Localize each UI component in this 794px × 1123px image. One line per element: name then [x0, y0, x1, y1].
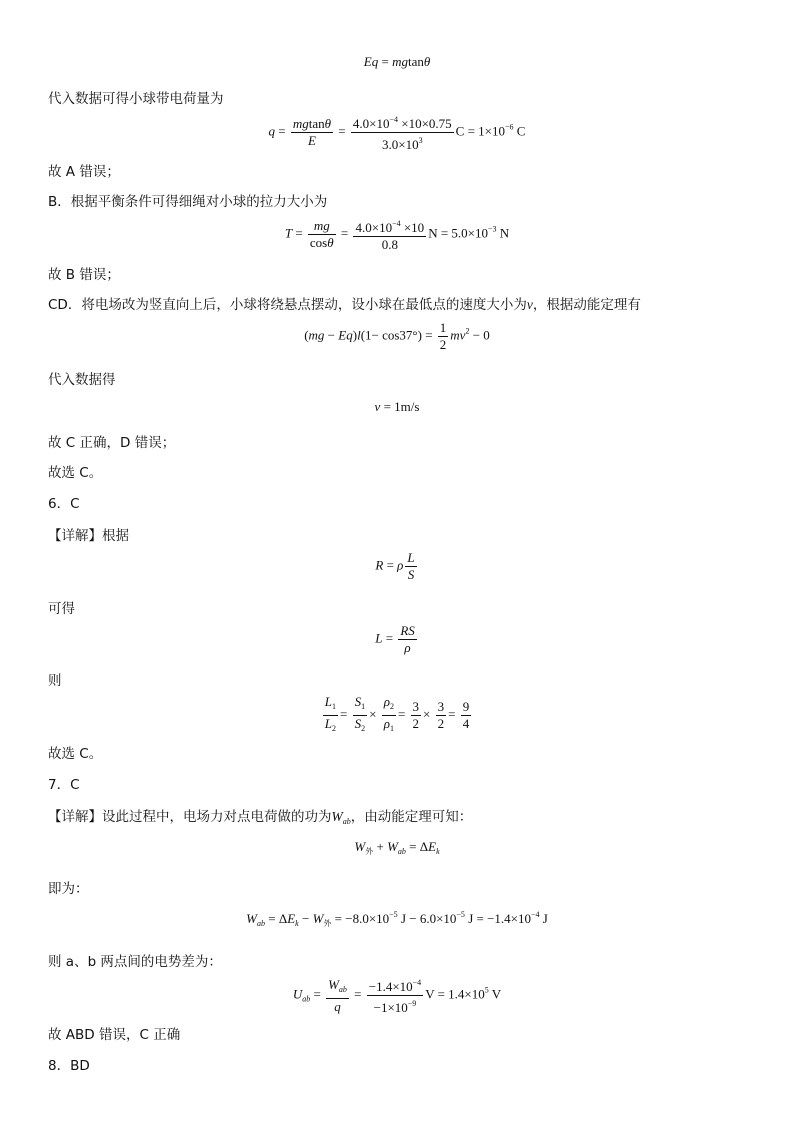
- text-line: 即为：: [48, 881, 89, 897]
- text-segment: ，根据动能定理有: [532, 297, 641, 313]
- text-line: 故选 C。: [48, 465, 103, 481]
- equation-eq-mgtan: Eq = mgtanθ: [363, 54, 431, 69]
- equation-tension: T = $\frac{mg}{\cos\theta}$ = $\frac{4.0\times 10^{-4} \times 10}{0.8}$ $N = 5.0\times 10^{-3}$ N: [284, 218, 510, 252]
- equation-charge: q = $\frac{mgtan\theta}{E}$ = $\frac{4.0\times 10^{-4} \times 10\times 0.75}{3.0\times 10^3}$ $C = 1\times 10^{-6}$ C: [0, 112, 794, 153]
- equation-work-energy: $W_外 + W_{ab} = \Delta E_k$: [354, 839, 440, 856]
- text-line: 【详解】根据: [48, 528, 129, 544]
- text-line: 故 ABD 错误，C 正确: [48, 1027, 181, 1043]
- text-line: 故 C 正确，D 错误；: [48, 435, 176, 451]
- text-line: [48, 805, 472, 826]
- equation-energy: (mg − Eq)l(1− cos37°) = $\frac{1}{2}$ $mv^2 - 0$: [304, 320, 490, 352]
- question-number: 6．C: [48, 496, 80, 512]
- text-line: 故 B 错误；: [48, 267, 120, 283]
- text-segment: 【详解】设此过程中，电场力对点电荷做的功为: [48, 809, 332, 825]
- variable-v: v: [526, 297, 533, 312]
- equation-work-value: $W_{ab} = \Delta E_k - W_外 = -8.0\times 10^{-5}$ $J - 6.0\times 10^{-5}$ $J = -1.4\times 10^{-4}$ J: [246, 910, 548, 928]
- text-line: 则: [48, 673, 62, 689]
- text-segment: ，由动能定理可知：: [350, 809, 473, 825]
- text-line: 故选 C。: [48, 746, 103, 762]
- variable-wab: $W_{ab}$: [331, 809, 351, 826]
- text-line: 代入数据可得小球带电荷量为: [48, 91, 224, 107]
- equation-velocity: v = 1m/s: [374, 399, 420, 414]
- text-line: 可得: [48, 601, 75, 617]
- text-segment: CD．将电场改为竖直向上后，小球将绕悬点摆动，设小球在最低点的速度大小为: [48, 297, 527, 313]
- equation-ratio: $\frac{L_1}{L_2}$ = $\frac{S_1}{S_2}$ × $\frac{\rho_2}{\rho_1}$ = $\frac{3}{2}$ × $\frac{3}{2}$ = $\frac{9}{4}$: [324, 694, 470, 733]
- text-line: 则 a、b 两点间的电势差为：: [48, 954, 222, 970]
- question-number: 7．C: [48, 777, 80, 793]
- text-line: 故 A 错误；: [48, 164, 120, 180]
- equation-resistance: R = ρ $\frac{L}{S}$: [375, 550, 415, 582]
- equation-potential-difference: $U_{ab}$ = $\frac{W_{ab}}{q}$ = $\frac{-1.4\times 10^{-4}}{-1\times 10^{-9}}$ $V = 1.4\times 10^5$ V: [292, 976, 502, 1015]
- equation-length: L = $\frac{RS}{\rho}$: [375, 623, 415, 655]
- text-line: B．根据平衡条件可得细绳对小球的拉力大小为: [48, 194, 328, 210]
- question-number: 8．BD: [48, 1058, 90, 1074]
- text-line: 代入数据得: [48, 372, 116, 388]
- text-line: [48, 293, 641, 313]
